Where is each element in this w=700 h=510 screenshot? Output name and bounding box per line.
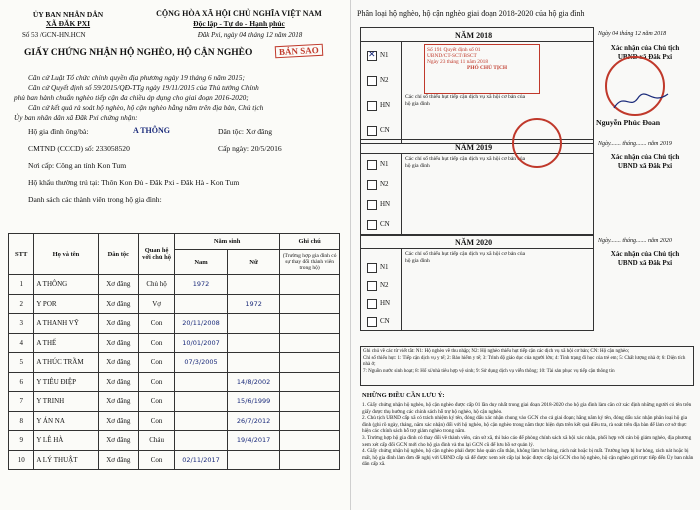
head-label: Hộ gia đình ông/bà: xyxy=(28,127,89,136)
deficit-label-2: hộ gia đình xyxy=(405,163,430,169)
commune-seal-icon xyxy=(512,118,562,168)
stamp-line: UBND/CT-SCT/BSCT xyxy=(427,53,477,59)
check-label: HN xyxy=(380,200,391,208)
checkbox-n1[interactable] xyxy=(367,160,377,170)
checkbox-hn[interactable] xyxy=(367,101,377,111)
notes-body xyxy=(362,402,694,508)
col-birth: Năm sinh xyxy=(175,234,280,250)
cell-relation: Con xyxy=(139,450,175,470)
cell-stt: 10 xyxy=(9,450,34,470)
cell-name: A THÚC TRẦM xyxy=(34,353,98,373)
permanent-address: Hộ khẩu thường trú tại: Thôn Kon Đủ - Đăk Pxi - Đăk Hà - Kon Tum xyxy=(28,178,240,187)
check-label: CN xyxy=(380,317,390,325)
checkbox-n1[interactable] xyxy=(367,263,377,273)
col-relation: Quan hệ với chủ hộ xyxy=(139,234,175,275)
year-2018-box xyxy=(360,27,594,144)
cell-ethnic: Xơ đăng xyxy=(98,294,139,314)
signature-icon xyxy=(612,90,672,112)
cell-stt: 1 xyxy=(9,275,34,295)
check-label: N1 xyxy=(380,51,389,59)
deficit-label: Các chỉ số thiếu hụt tiếp cận dịch vụ xã hội cơ bản của xyxy=(405,251,526,257)
cell-male: 02/11/2017 xyxy=(175,450,228,470)
decision-stamp xyxy=(424,44,540,94)
table-row xyxy=(9,333,340,353)
cell-note xyxy=(280,314,340,334)
cell-relation: Con xyxy=(139,333,175,353)
head-ethnic: Dân tộc: Xơ đăng xyxy=(218,127,272,136)
col-male: Nam xyxy=(175,250,228,275)
cell-name: Y TIÊU ĐIỆP xyxy=(34,372,98,392)
stamp-line: Số 191 Quyết định số 01 xyxy=(427,47,481,53)
deficit-label-2: hộ gia đình xyxy=(405,258,430,264)
cell-stt: 3 xyxy=(9,314,34,334)
cell-ethnic: Xơ đăng xyxy=(98,392,139,412)
confirm-2018-line1: Xác nhận của Chủ tịch xyxy=(610,44,680,52)
deficit-label-2: hộ gia đình xyxy=(405,101,430,107)
cell-female xyxy=(227,333,279,353)
check-label: N1 xyxy=(380,263,389,271)
cell-ethnic: Xơ đăng xyxy=(98,372,139,392)
id-issue-date: Cấp ngày: 20/5/2016 xyxy=(218,144,282,153)
checkbox-hn[interactable] xyxy=(367,200,377,210)
table-row xyxy=(9,450,340,470)
deficit-label: Các chỉ số thiếu hụt tiếp cận dịch vụ xã hội cơ bản của xyxy=(405,94,526,100)
checkbox-n2[interactable] xyxy=(367,76,377,86)
signer-name: Nguyễn Phúc Đoan xyxy=(596,118,661,127)
legend-line: 7: Nguồn nước sinh hoạt; 8: Hố xí/nhà tiêu hợp vệ sinh; 9: Sử dụng dịch vụ viễn thông; 10: Tài sản phục vụ tiếp cận thông tin xyxy=(363,368,615,374)
place-date: Đăk Pxi, ngày 04 tháng 12 năm 2018 xyxy=(197,31,303,39)
cell-note xyxy=(280,294,340,314)
cell-male: 10/01/2007 xyxy=(175,333,228,353)
confirm-2019-line2: UBND xã Đăk Pxi xyxy=(617,162,673,170)
cell-note xyxy=(280,372,340,392)
cell-note xyxy=(280,450,340,470)
table-row xyxy=(9,275,340,295)
certificate-title: GIẤY CHỨNG NHẬN HỘ NGHÈO, HỘ CẬN NGHÈO xyxy=(24,48,253,58)
cell-relation: Chủ hộ xyxy=(139,275,175,295)
cell-female: 1972 xyxy=(227,294,279,314)
cell-name: Y ÁN NA xyxy=(34,411,98,431)
confirm-2018-line2: UBND xã Đăk Pxi xyxy=(617,53,673,61)
basis-line-1: Căn cứ Luật Tổ chức chính quyền địa phương ngày 19 tháng 6 năm 2015; xyxy=(28,73,245,82)
col-female: Nữ xyxy=(227,250,279,275)
year-2019-title: NĂM 2019 xyxy=(455,143,493,152)
cell-ethnic: Xơ đăng xyxy=(98,275,139,295)
year-divider xyxy=(361,248,593,249)
agency-name: ỦY BAN NHÂN DÂN xyxy=(32,10,104,19)
deficit-label: Các chỉ số thiếu hụt tiếp cận dịch vụ xã hội cơ bản của xyxy=(405,156,526,162)
notes-title: NHỮNG ĐIỀU CẦN LƯU Ý: xyxy=(362,392,445,399)
col-ethnic: Dân tộc xyxy=(98,234,139,275)
check-label: CN xyxy=(380,126,390,134)
checkbox-n2[interactable] xyxy=(367,281,377,291)
cell-name: Y LÊ HÀ xyxy=(34,431,98,451)
table-row xyxy=(9,372,340,392)
note-item: 3. Trường hợp hộ gia đình có thay đổi về thành viên, cán sứ xã, thì báo cáo để phòng chính sách xã hội xác nhận, phối hợp với cán bộ giảm nghèo, địa phương xem xét cấp đổi GCN mới cho hộ gia đình và thu lại GCN cũ để lưu hồ sơ quản lý. xyxy=(362,434,692,448)
cell-note xyxy=(280,411,340,431)
cell-relation: Con xyxy=(139,411,175,431)
cell-stt: 7 xyxy=(9,392,34,412)
note-item: 1. Giấy chứng nhận hộ nghèo, hộ cận nghèo được cấp 01 lần duy nhất trong giai đoạn 2018-2020 cho hộ gia đình làm căn cứ xác định những người có tên trên giấy được thụ hưởng các chính sách hỗ trợ hộ nghèo, hộ cận nghèo. xyxy=(362,402,692,415)
cell-note xyxy=(280,353,340,373)
cell-stt: 8 xyxy=(9,411,34,431)
year-divider xyxy=(401,153,402,235)
cell-name: Y POR xyxy=(34,294,98,314)
note-item: 2. Chủ tịch UBND cấp xã có trách nhiệm ký tên, đóng dấu xác nhận chung vào GCN cho cả giai đoạn; hằng năm ký tên, đóng dấu xác nhận phân loại hộ gia đình (ghi rõ ngày, tháng, năm xác nhận) đối với hộ nghèo, hộ cận nghèo trong năm thực hiện dựa trên kết quả điều tra, rà soát trên địa bàn để làm cơ sở thực hiện các chính sách hỗ trợ giảm nghèo trong năm. xyxy=(362,415,687,435)
cell-stt: 5 xyxy=(9,353,34,373)
basis-line-4: Căn cứ kết quả rà soát hộ nghèo, hộ cận nghèo hằng năm trên địa bàn, Chủ tịch xyxy=(28,103,264,112)
table-row xyxy=(9,411,340,431)
members-table xyxy=(8,233,340,470)
cell-relation: Con xyxy=(139,353,175,373)
cell-male: 07/3/2005 xyxy=(175,353,228,373)
check-label: HN xyxy=(380,299,391,307)
year-2018-date: Ngày 04 tháng 12 năm 2018 xyxy=(598,31,667,37)
check-label: CN xyxy=(380,220,390,228)
checkbox-n1[interactable] xyxy=(367,51,377,61)
cell-name: A THẾ xyxy=(34,333,98,353)
check-label: HN xyxy=(380,101,391,109)
col-stt: STT xyxy=(9,234,34,275)
year-2020-title: NĂM 2020 xyxy=(455,238,493,247)
basis-line-5: Ủy ban nhân dân xã Đăk Pxi chứng nhận: xyxy=(14,113,138,122)
checkbox-cn[interactable] xyxy=(367,126,377,136)
checkbox-cn[interactable] xyxy=(367,317,377,327)
col-note-sub: (Trường hợp gia đình có sự thay đổi thành viên trong hộ) xyxy=(280,250,340,275)
cell-ethnic: Xơ đăng xyxy=(98,431,139,451)
cell-female xyxy=(227,314,279,334)
cell-stt: 4 xyxy=(9,333,34,353)
cell-note xyxy=(280,275,340,295)
checkbox-n2[interactable] xyxy=(367,180,377,190)
cell-stt: 2 xyxy=(9,294,34,314)
legend-box xyxy=(360,346,694,386)
cell-female: 19/4/2017 xyxy=(227,431,279,451)
cell-name: A LÝ THUẬT xyxy=(34,450,98,470)
basis-line-3: phủ ban hành chuẩn nghèo tiếp cận đa chiều áp dụng cho giai đoạn 2016-2020; xyxy=(14,93,249,102)
id-number: CMTND (CCCD) số: 233058520 xyxy=(28,144,130,153)
agency-sub: XÃ ĐĂK PXI xyxy=(45,19,91,28)
cell-male xyxy=(175,392,228,412)
cell-relation: Cháu xyxy=(139,431,175,451)
cell-note xyxy=(280,392,340,412)
year-2020-box xyxy=(360,234,594,331)
table-row xyxy=(9,314,340,334)
cell-relation: Con xyxy=(139,392,175,412)
cell-name: A THANH VỸ xyxy=(34,314,98,334)
cell-ethnic: Xơ đăng xyxy=(98,353,139,373)
checkbox-cn[interactable] xyxy=(367,220,377,230)
basis-line-2: Căn cứ Quyết định số 59/2015/QĐ-TTg ngày 19/11/2015 của Thủ tướng Chính xyxy=(28,83,259,92)
year-2019-date: Ngày....... tháng....... năm 2019 xyxy=(598,141,672,147)
check-label: N1 xyxy=(380,160,389,168)
cell-name: Y TRINH xyxy=(34,392,98,412)
year-divider xyxy=(361,41,593,42)
col-name: Họ và tên xyxy=(34,234,98,275)
col-note: Ghi chú xyxy=(280,234,340,250)
cell-female: 14/8/2002 xyxy=(227,372,279,392)
cell-male: 20/11/2008 xyxy=(175,314,228,334)
document-number: Số 53 /GCN-HN.HCN xyxy=(22,31,86,39)
cell-male xyxy=(175,431,228,451)
cell-relation: Con xyxy=(139,372,175,392)
legend-line: Ghi chú về các từ viết tắt: N1: Hộ nghèo về thu nhập; N2: Hộ nghèo thiếu hụt tiếp cận các dịch vụ xã hội cơ bản; CN: Hộ cận nghèo; xyxy=(363,349,630,354)
cell-female: 15/6/1999 xyxy=(227,392,279,412)
cell-stt: 6 xyxy=(9,372,34,392)
id-issued-by: Nơi cấp: Công an tỉnh Kon Tum xyxy=(28,161,127,170)
table-row xyxy=(9,294,340,314)
table-row xyxy=(9,353,340,373)
check-label: N2 xyxy=(380,76,389,84)
year-2020-date: Ngày....... tháng....... năm 2020 xyxy=(598,238,672,244)
table-row xyxy=(9,431,340,451)
cell-male: 1972 xyxy=(175,275,228,295)
cell-stt: 9 xyxy=(9,431,34,451)
check-label: N2 xyxy=(380,180,389,188)
legend-line: Chỉ số thiếu hụt: 1: Tiếp cận dịch vụ y tế; 2: Bảo hiểm y tế; 3: Trình độ giáo dục của người lớn; 4: Tình trạng đi học của trẻ em; 5: Chất lượng nhà ở; 6: Diện tích nhà ở; xyxy=(363,355,686,367)
cell-ethnic: Xơ đăng xyxy=(98,411,139,431)
cell-female xyxy=(227,353,279,373)
check-label: N2 xyxy=(380,281,389,289)
cell-male xyxy=(175,294,228,314)
note-item: 4. Giấy chứng nhận hộ nghèo, hộ cận nghèo phải được bảo quản cẩn thận, không làm hư hỏng, rách nát hoặc bị mất. Trường hợp bị hư hỏng, rách nát hoặc bị mất, hộ gia đình làm đơn đề nghị với UBND cấp xã để được xem xét cấp lại hoặc được cấp lại GCN cho hộ nghèo, hộ cận nghèo gửi trực tiếp đến Ủy ban nhân dân cấp xã. xyxy=(362,448,694,468)
stamp-line: PHÓ CHỦ TỊCH xyxy=(467,65,508,71)
cell-female: 26/7/2012 xyxy=(227,411,279,431)
cell-ethnic: Xơ đăng xyxy=(98,333,139,353)
national-title: CỘNG HÒA XÃ HỘI CHỦ NGHĨA VIỆT NAM xyxy=(156,9,322,18)
table-row xyxy=(9,392,340,412)
cell-male xyxy=(175,411,228,431)
year-2018-title: NĂM 2018 xyxy=(455,31,493,40)
cell-ethnic: Xơ đăng xyxy=(98,450,139,470)
cell-relation: Vợ xyxy=(139,294,175,314)
stamp-line: Ngày 23 tháng 11 năm 2018 xyxy=(427,59,489,65)
classification-header: Phân loại hộ nghèo, hộ cận nghèo giai đoạn 2018-2020 của hộ gia đình xyxy=(357,9,585,18)
confirm-2019-line1: Xác nhận của Chủ tịch xyxy=(610,153,680,161)
year-divider xyxy=(401,248,402,330)
checkbox-hn[interactable] xyxy=(367,299,377,309)
cell-note xyxy=(280,333,340,353)
copy-stamp: BẢN SAO xyxy=(275,44,323,58)
cell-male xyxy=(175,372,228,392)
cell-female xyxy=(227,275,279,295)
confirm-2020-line1: Xác nhận của Chủ tịch xyxy=(610,250,680,258)
cell-note xyxy=(280,431,340,451)
confirm-2020-line2: UBND xã Đăk Pxi xyxy=(617,259,673,267)
cell-ethnic: Xơ đăng xyxy=(98,314,139,334)
members-heading: Danh sách các thành viên trong hộ gia đình: xyxy=(28,195,162,204)
year-divider xyxy=(401,41,402,143)
national-motto: Độc lập - Tự do - Hạnh phúc xyxy=(193,19,285,28)
cell-relation: Con xyxy=(139,314,175,334)
head-name: A THÔNG xyxy=(133,126,170,135)
check-mark-icon: ✕ xyxy=(368,49,376,59)
cell-name: A THÔNG xyxy=(34,275,98,295)
cell-female xyxy=(227,450,279,470)
